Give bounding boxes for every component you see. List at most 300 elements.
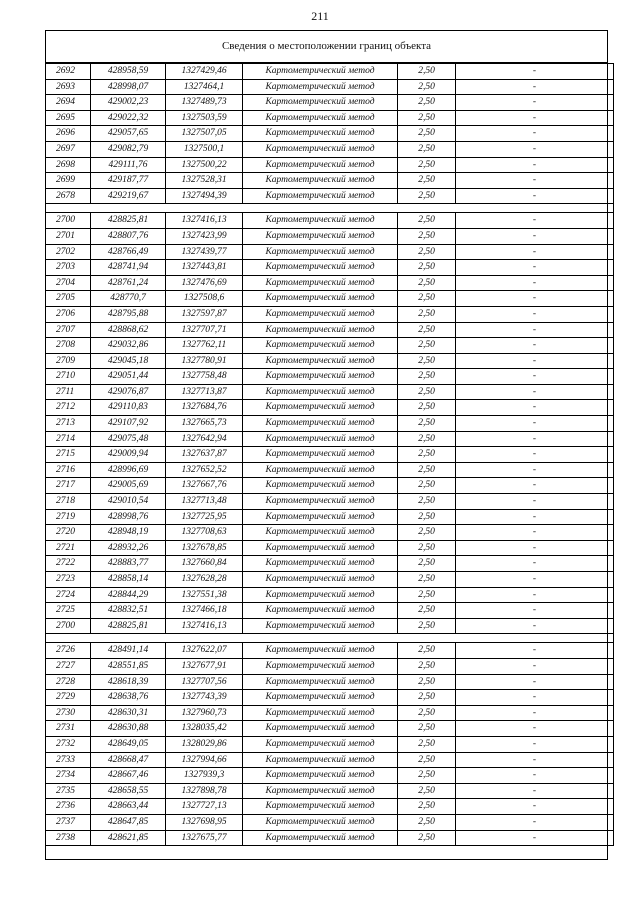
- x-coordinate-cell: 428948,19: [91, 525, 166, 541]
- y-coordinate-cell: 1327628,28: [166, 572, 243, 588]
- description-cell: -: [456, 478, 614, 494]
- x-coordinate-cell: 428667,46: [91, 768, 166, 784]
- description-cell: -: [456, 540, 614, 556]
- method-cell: Картометрический метод: [243, 799, 398, 815]
- y-coordinate-cell: 1327665,73: [166, 416, 243, 432]
- accuracy-cell: 2,50: [398, 447, 456, 463]
- x-coordinate-cell: 428630,31: [91, 705, 166, 721]
- description-cell: -: [456, 275, 614, 291]
- point-number-cell: 2718: [46, 494, 91, 510]
- table-title: Сведения о местоположении границ объекта: [46, 31, 607, 63]
- x-coordinate-cell: 428491,14: [91, 643, 166, 659]
- description-cell: -: [456, 64, 614, 80]
- table-row: [46, 643, 614, 659]
- description-cell: -: [456, 353, 614, 369]
- y-coordinate-cell: 1327939,3: [166, 768, 243, 784]
- point-number-cell: 2708: [46, 338, 91, 354]
- table-row: [46, 768, 614, 784]
- point-number-cell: 2725: [46, 603, 91, 619]
- y-coordinate-cell: 1327713,87: [166, 384, 243, 400]
- boundary-table-frame: [45, 30, 608, 860]
- accuracy-cell: 2,50: [398, 525, 456, 541]
- method-cell: Картометрический метод: [243, 572, 398, 588]
- x-coordinate-cell: 429010,54: [91, 494, 166, 510]
- description-cell: -: [456, 572, 614, 588]
- y-coordinate-cell: 1327416,13: [166, 213, 243, 229]
- y-coordinate-cell: 1328035,42: [166, 721, 243, 737]
- description-cell: -: [456, 228, 614, 244]
- method-cell: Картометрический метод: [243, 525, 398, 541]
- description-cell: -: [456, 322, 614, 338]
- y-coordinate-cell: 1327429,46: [166, 64, 243, 80]
- description-cell: -: [456, 79, 614, 95]
- description-cell: -: [456, 126, 614, 142]
- y-coordinate-cell: 1327994,66: [166, 752, 243, 768]
- method-cell: Картометрический метод: [243, 64, 398, 80]
- description-cell: -: [456, 721, 614, 737]
- x-coordinate-cell: 428668,47: [91, 752, 166, 768]
- table-row: [46, 752, 614, 768]
- table-row: [46, 674, 614, 690]
- accuracy-cell: 2,50: [398, 228, 456, 244]
- method-cell: Картометрический метод: [243, 603, 398, 619]
- section-separator: [46, 204, 614, 213]
- accuracy-cell: 2,50: [398, 431, 456, 447]
- table-row: [46, 736, 614, 752]
- y-coordinate-cell: 1327708,63: [166, 525, 243, 541]
- x-coordinate-cell: 429110,83: [91, 400, 166, 416]
- description-cell: -: [456, 587, 614, 603]
- accuracy-cell: 2,50: [398, 157, 456, 173]
- method-cell: Картометрический метод: [243, 509, 398, 525]
- point-number-cell: 2728: [46, 674, 91, 690]
- accuracy-cell: 2,50: [398, 291, 456, 307]
- x-coordinate-cell: 428647,85: [91, 814, 166, 830]
- y-coordinate-cell: 1327494,39: [166, 188, 243, 204]
- y-coordinate-cell: 1327652,52: [166, 462, 243, 478]
- y-coordinate-cell: 1327898,78: [166, 783, 243, 799]
- y-coordinate-cell: 1327678,85: [166, 540, 243, 556]
- table-row: [46, 188, 614, 204]
- method-cell: Картометрический метод: [243, 705, 398, 721]
- x-coordinate-cell: 429111,76: [91, 157, 166, 173]
- method-cell: Картометрический метод: [243, 157, 398, 173]
- accuracy-cell: 2,50: [398, 705, 456, 721]
- accuracy-cell: 2,50: [398, 275, 456, 291]
- section-separator-cell: [46, 634, 614, 643]
- table-row: [46, 353, 614, 369]
- x-coordinate-cell: 429219,67: [91, 188, 166, 204]
- method-cell: Картометрический метод: [243, 618, 398, 634]
- point-number-cell: 2699: [46, 173, 91, 189]
- description-cell: -: [456, 705, 614, 721]
- accuracy-cell: 2,50: [398, 830, 456, 846]
- x-coordinate-cell: 428630,88: [91, 721, 166, 737]
- x-coordinate-cell: 428770,7: [91, 291, 166, 307]
- y-coordinate-cell: 1327667,76: [166, 478, 243, 494]
- point-number-cell: 2736: [46, 799, 91, 815]
- x-coordinate-cell: 429009,94: [91, 447, 166, 463]
- method-cell: Картометрический метод: [243, 369, 398, 385]
- point-number-cell: 2719: [46, 509, 91, 525]
- table-row: [46, 658, 614, 674]
- y-coordinate-cell: 1327508,6: [166, 291, 243, 307]
- x-coordinate-cell: 428996,69: [91, 462, 166, 478]
- y-coordinate-cell: 1327528,31: [166, 173, 243, 189]
- table-row: [46, 814, 614, 830]
- point-number-cell: 2710: [46, 369, 91, 385]
- table-row: [46, 291, 614, 307]
- description-cell: -: [456, 173, 614, 189]
- table-row: [46, 213, 614, 229]
- point-number-cell: 2732: [46, 736, 91, 752]
- point-number-cell: 2735: [46, 783, 91, 799]
- table-row: [46, 603, 614, 619]
- method-cell: Картометрический метод: [243, 431, 398, 447]
- point-number-cell: 2707: [46, 322, 91, 338]
- point-number-cell: 2717: [46, 478, 91, 494]
- point-number-cell: 2704: [46, 275, 91, 291]
- method-cell: Картометрический метод: [243, 674, 398, 690]
- accuracy-cell: 2,50: [398, 416, 456, 432]
- table-row: [46, 572, 614, 588]
- x-coordinate-cell: 429082,79: [91, 141, 166, 157]
- table-row: [46, 384, 614, 400]
- point-number-cell: 2720: [46, 525, 91, 541]
- accuracy-cell: 2,50: [398, 768, 456, 784]
- y-coordinate-cell: 1327727,13: [166, 799, 243, 815]
- method-cell: Картометрический метод: [243, 814, 398, 830]
- x-coordinate-cell: 428761,24: [91, 275, 166, 291]
- description-cell: -: [456, 603, 614, 619]
- x-coordinate-cell: 428663,44: [91, 799, 166, 815]
- y-coordinate-cell: 1327707,71: [166, 322, 243, 338]
- description-cell: -: [456, 643, 614, 659]
- x-coordinate-cell: 428741,94: [91, 260, 166, 276]
- table-row: [46, 110, 614, 126]
- x-coordinate-cell: 428958,59: [91, 64, 166, 80]
- y-coordinate-cell: 1327500,22: [166, 157, 243, 173]
- table-row: [46, 275, 614, 291]
- x-coordinate-cell: 428649,05: [91, 736, 166, 752]
- y-coordinate-cell: 1327675,77: [166, 830, 243, 846]
- x-coordinate-cell: 429075,48: [91, 431, 166, 447]
- method-cell: Картометрический метод: [243, 752, 398, 768]
- point-number-cell: 2723: [46, 572, 91, 588]
- point-number-cell: 2709: [46, 353, 91, 369]
- method-cell: Картометрический метод: [243, 173, 398, 189]
- method-cell: Картометрический метод: [243, 690, 398, 706]
- description-cell: -: [456, 525, 614, 541]
- table-row: [46, 783, 614, 799]
- y-coordinate-cell: 1328029,86: [166, 736, 243, 752]
- y-coordinate-cell: 1327622,07: [166, 643, 243, 659]
- description-cell: -: [456, 830, 614, 846]
- y-coordinate-cell: 1327725,95: [166, 509, 243, 525]
- method-cell: Картометрический метод: [243, 462, 398, 478]
- accuracy-cell: 2,50: [398, 322, 456, 338]
- method-cell: Картометрический метод: [243, 79, 398, 95]
- description-cell: -: [456, 799, 614, 815]
- accuracy-cell: 2,50: [398, 126, 456, 142]
- table-row: [46, 431, 614, 447]
- method-cell: Картометрический метод: [243, 260, 398, 276]
- table-row: [46, 447, 614, 463]
- table-row: [46, 494, 614, 510]
- point-number-cell: 2678: [46, 188, 91, 204]
- y-coordinate-cell: 1327743,39: [166, 690, 243, 706]
- description-cell: -: [456, 188, 614, 204]
- description-cell: -: [456, 338, 614, 354]
- method-cell: Картометрический метод: [243, 244, 398, 260]
- accuracy-cell: 2,50: [398, 721, 456, 737]
- x-coordinate-cell: 428883,77: [91, 556, 166, 572]
- y-coordinate-cell: 1327423,99: [166, 228, 243, 244]
- x-coordinate-cell: 429057,65: [91, 126, 166, 142]
- method-cell: Картометрический метод: [243, 658, 398, 674]
- description-cell: -: [456, 736, 614, 752]
- method-cell: Картометрический метод: [243, 213, 398, 229]
- accuracy-cell: 2,50: [398, 188, 456, 204]
- method-cell: Картометрический метод: [243, 188, 398, 204]
- table-row: [46, 369, 614, 385]
- accuracy-cell: 2,50: [398, 141, 456, 157]
- table-row: [46, 830, 614, 846]
- method-cell: Картометрический метод: [243, 384, 398, 400]
- y-coordinate-cell: 1327416,13: [166, 618, 243, 634]
- point-number-cell: 2731: [46, 721, 91, 737]
- x-coordinate-cell: 428766,49: [91, 244, 166, 260]
- description-cell: -: [456, 556, 614, 572]
- table-row: [46, 338, 614, 354]
- point-number-cell: 2711: [46, 384, 91, 400]
- accuracy-cell: 2,50: [398, 618, 456, 634]
- description-cell: -: [456, 658, 614, 674]
- accuracy-cell: 2,50: [398, 494, 456, 510]
- accuracy-cell: 2,50: [398, 658, 456, 674]
- description-cell: -: [456, 110, 614, 126]
- description-cell: -: [456, 306, 614, 322]
- method-cell: Картометрический метод: [243, 416, 398, 432]
- accuracy-cell: 2,50: [398, 369, 456, 385]
- x-coordinate-cell: 428825,81: [91, 213, 166, 229]
- method-cell: Картометрический метод: [243, 110, 398, 126]
- x-coordinate-cell: 428638,76: [91, 690, 166, 706]
- y-coordinate-cell: 1327597,87: [166, 306, 243, 322]
- point-number-cell: 2738: [46, 830, 91, 846]
- table-row: [46, 618, 614, 634]
- accuracy-cell: 2,50: [398, 752, 456, 768]
- y-coordinate-cell: 1327713,48: [166, 494, 243, 510]
- x-coordinate-cell: 429005,69: [91, 478, 166, 494]
- x-coordinate-cell: 428825,81: [91, 618, 166, 634]
- table-row: [46, 587, 614, 603]
- table-row: [46, 690, 614, 706]
- accuracy-cell: 2,50: [398, 783, 456, 799]
- point-number-cell: 2692: [46, 64, 91, 80]
- table-row: [46, 228, 614, 244]
- x-coordinate-cell: 428618,39: [91, 674, 166, 690]
- description-cell: -: [456, 400, 614, 416]
- method-cell: Картометрический метод: [243, 736, 398, 752]
- x-coordinate-cell: 428998,07: [91, 79, 166, 95]
- method-cell: Картометрический метод: [243, 783, 398, 799]
- accuracy-cell: 2,50: [398, 353, 456, 369]
- y-coordinate-cell: 1327464,1: [166, 79, 243, 95]
- accuracy-cell: 2,50: [398, 95, 456, 111]
- point-number-cell: 2724: [46, 587, 91, 603]
- y-coordinate-cell: 1327758,48: [166, 369, 243, 385]
- y-coordinate-cell: 1327660,84: [166, 556, 243, 572]
- y-coordinate-cell: 1327443,81: [166, 260, 243, 276]
- x-coordinate-cell: 428621,85: [91, 830, 166, 846]
- description-cell: -: [456, 384, 614, 400]
- y-coordinate-cell: 1327780,91: [166, 353, 243, 369]
- accuracy-cell: 2,50: [398, 814, 456, 830]
- accuracy-cell: 2,50: [398, 400, 456, 416]
- method-cell: Картометрический метод: [243, 306, 398, 322]
- table-row: [46, 95, 614, 111]
- point-number-cell: 2697: [46, 141, 91, 157]
- description-cell: -: [456, 157, 614, 173]
- table-row: [46, 400, 614, 416]
- method-cell: Картометрический метод: [243, 126, 398, 142]
- y-coordinate-cell: 1327637,87: [166, 447, 243, 463]
- x-coordinate-cell: 429002,23: [91, 95, 166, 111]
- point-number-cell: 2713: [46, 416, 91, 432]
- description-cell: -: [456, 141, 614, 157]
- point-number-cell: 2702: [46, 244, 91, 260]
- x-coordinate-cell: 429051,44: [91, 369, 166, 385]
- accuracy-cell: 2,50: [398, 338, 456, 354]
- x-coordinate-cell: 428998,76: [91, 509, 166, 525]
- accuracy-cell: 2,50: [398, 643, 456, 659]
- point-number-cell: 2737: [46, 814, 91, 830]
- description-cell: -: [456, 814, 614, 830]
- table-row: [46, 721, 614, 737]
- method-cell: Картометрический метод: [243, 228, 398, 244]
- accuracy-cell: 2,50: [398, 540, 456, 556]
- point-number-cell: 2703: [46, 260, 91, 276]
- x-coordinate-cell: 429107,92: [91, 416, 166, 432]
- method-cell: Картометрический метод: [243, 95, 398, 111]
- method-cell: Картометрический метод: [243, 275, 398, 291]
- accuracy-cell: 2,50: [398, 799, 456, 815]
- method-cell: Картометрический метод: [243, 643, 398, 659]
- description-cell: -: [456, 95, 614, 111]
- accuracy-cell: 2,50: [398, 384, 456, 400]
- point-number-cell: 2693: [46, 79, 91, 95]
- table-row: [46, 478, 614, 494]
- y-coordinate-cell: 1327698,95: [166, 814, 243, 830]
- x-coordinate-cell: 428858,14: [91, 572, 166, 588]
- x-coordinate-cell: 429187,77: [91, 173, 166, 189]
- point-number-cell: 2712: [46, 400, 91, 416]
- method-cell: Картометрический метод: [243, 587, 398, 603]
- method-cell: Картометрический метод: [243, 830, 398, 846]
- accuracy-cell: 2,50: [398, 64, 456, 80]
- point-number-cell: 2700: [46, 618, 91, 634]
- accuracy-cell: 2,50: [398, 587, 456, 603]
- y-coordinate-cell: 1327439,77: [166, 244, 243, 260]
- point-number-cell: 2715: [46, 447, 91, 463]
- description-cell: -: [456, 768, 614, 784]
- accuracy-cell: 2,50: [398, 690, 456, 706]
- section-separator: [46, 634, 614, 643]
- accuracy-cell: 2,50: [398, 244, 456, 260]
- coordinates-table: [45, 63, 614, 846]
- accuracy-cell: 2,50: [398, 736, 456, 752]
- table-row: [46, 322, 614, 338]
- table-row: [46, 141, 614, 157]
- x-coordinate-cell: 428932,26: [91, 540, 166, 556]
- method-cell: Картометрический метод: [243, 291, 398, 307]
- table-row: [46, 799, 614, 815]
- accuracy-cell: 2,50: [398, 674, 456, 690]
- x-coordinate-cell: 428807,76: [91, 228, 166, 244]
- description-cell: -: [456, 509, 614, 525]
- point-number-cell: 2706: [46, 306, 91, 322]
- method-cell: Картометрический метод: [243, 768, 398, 784]
- table-row: [46, 173, 614, 189]
- accuracy-cell: 2,50: [398, 509, 456, 525]
- point-number-cell: 2722: [46, 556, 91, 572]
- accuracy-cell: 2,50: [398, 556, 456, 572]
- table-row: [46, 462, 614, 478]
- point-number-cell: 2701: [46, 228, 91, 244]
- table-row: [46, 126, 614, 142]
- method-cell: Картометрический метод: [243, 353, 398, 369]
- description-cell: -: [456, 462, 614, 478]
- method-cell: Картометрический метод: [243, 322, 398, 338]
- point-number-cell: 2700: [46, 213, 91, 229]
- table-row: [46, 540, 614, 556]
- point-number-cell: 2734: [46, 768, 91, 784]
- y-coordinate-cell: 1327642,94: [166, 431, 243, 447]
- x-coordinate-cell: 429076,87: [91, 384, 166, 400]
- table-row: [46, 525, 614, 541]
- point-number-cell: 2721: [46, 540, 91, 556]
- accuracy-cell: 2,50: [398, 462, 456, 478]
- y-coordinate-cell: 1327684,76: [166, 400, 243, 416]
- description-cell: -: [456, 618, 614, 634]
- y-coordinate-cell: 1327677,91: [166, 658, 243, 674]
- x-coordinate-cell: 428844,29: [91, 587, 166, 603]
- point-number-cell: 2730: [46, 705, 91, 721]
- point-number-cell: 2698: [46, 157, 91, 173]
- description-cell: -: [456, 690, 614, 706]
- accuracy-cell: 2,50: [398, 110, 456, 126]
- x-coordinate-cell: 428658,55: [91, 783, 166, 799]
- point-number-cell: 2726: [46, 643, 91, 659]
- table-row: [46, 556, 614, 572]
- description-cell: -: [456, 494, 614, 510]
- method-cell: Картометрический метод: [243, 494, 398, 510]
- x-coordinate-cell: 428868,62: [91, 322, 166, 338]
- description-cell: -: [456, 674, 614, 690]
- coordinates-table-body: [46, 64, 614, 846]
- point-number-cell: 2695: [46, 110, 91, 126]
- y-coordinate-cell: 1327960,73: [166, 705, 243, 721]
- method-cell: Картометрический метод: [243, 141, 398, 157]
- method-cell: Картометрический метод: [243, 478, 398, 494]
- x-coordinate-cell: 428795,88: [91, 306, 166, 322]
- point-number-cell: 2716: [46, 462, 91, 478]
- table-row: [46, 244, 614, 260]
- table-row: [46, 416, 614, 432]
- point-number-cell: 2729: [46, 690, 91, 706]
- description-cell: -: [456, 416, 614, 432]
